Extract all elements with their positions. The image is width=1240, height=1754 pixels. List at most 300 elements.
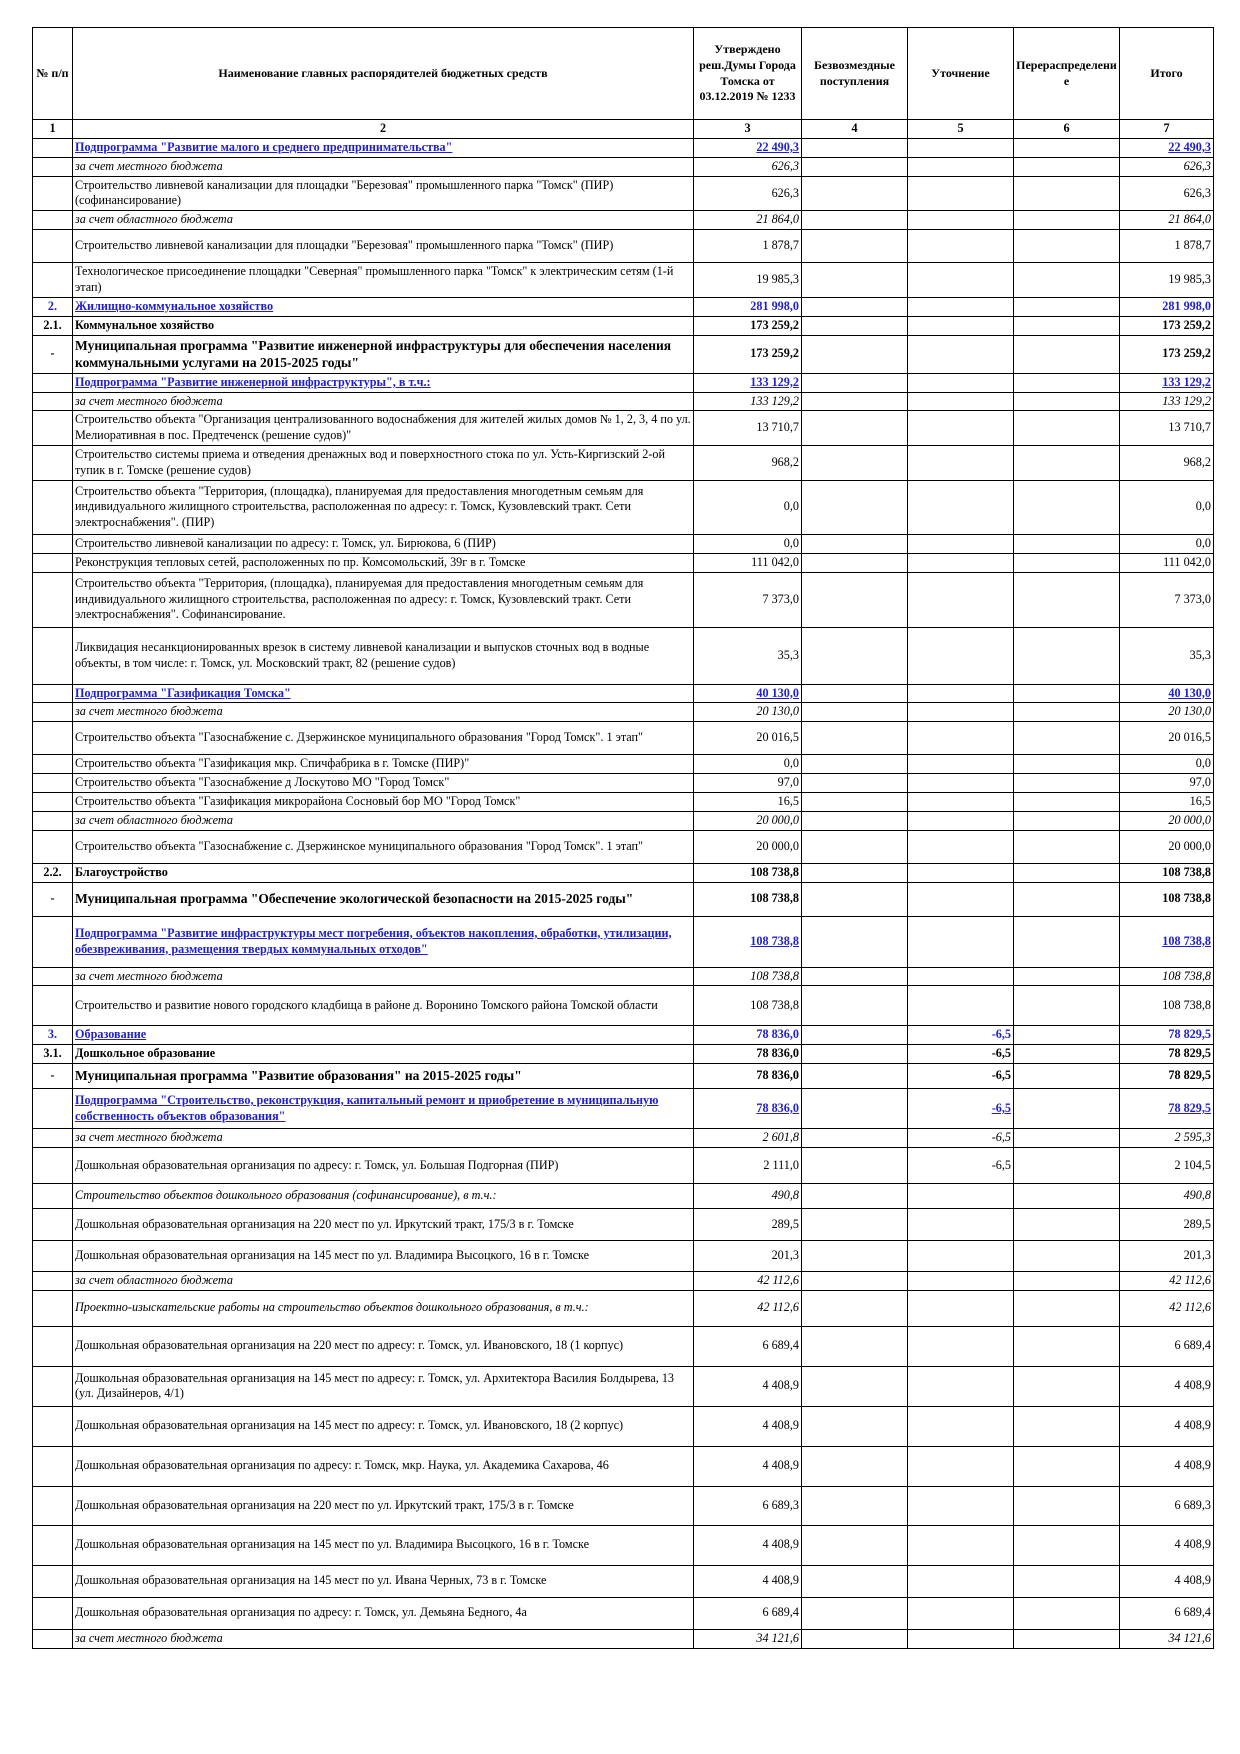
row-total: 626,3 — [1120, 157, 1214, 176]
row-adjustment — [908, 411, 1014, 446]
table-row — [33, 1525, 1214, 1565]
row-grants — [802, 1045, 908, 1064]
row-total: 21 864,0 — [1120, 211, 1214, 230]
row-adjustment — [908, 1406, 1014, 1446]
header-name: Наименование главных распорядителей бюджетных средств — [73, 28, 694, 120]
row-approved: 0,0 — [694, 755, 802, 774]
row-adjustment — [908, 755, 1014, 774]
row-name: Строительство объекта "Газоснабжение д Лоскутово МО "Город Томск" — [73, 774, 694, 793]
row-adjustment — [908, 1290, 1014, 1326]
row-name: Подпрограмма "Развитие малого и среднего предпринимательства" — [73, 138, 694, 157]
row-number — [33, 703, 73, 722]
row-approved: 20 016,5 — [694, 722, 802, 755]
row-approved: 6 689,3 — [694, 1486, 802, 1525]
table-row — [33, 534, 1214, 553]
row-approved: 6 689,4 — [694, 1597, 802, 1629]
row-grants — [802, 534, 908, 553]
row-name: Дошкольная образовательная организация на 220 мест по адресу: г. Томск, ул. Ивановского, 18 (1 корпус) — [73, 1326, 694, 1366]
row-total: 490,8 — [1120, 1184, 1214, 1209]
header-total: Итого — [1120, 28, 1214, 120]
row-approved: 133 129,2 — [694, 373, 802, 392]
row-grants — [802, 297, 908, 316]
row-redistribution — [1014, 1326, 1120, 1366]
table-row — [33, 882, 1214, 916]
row-grants — [802, 703, 908, 722]
row-name: Строительство объекта "Газификация микрорайона Сосновый бор МО "Город Томск" — [73, 793, 694, 812]
row-number — [33, 1129, 73, 1148]
row-adjustment — [908, 480, 1014, 534]
row-name: Дошкольная образовательная организация на 220 мест по ул. Иркутский тракт, 175/3 в г. Томске — [73, 1209, 694, 1241]
row-approved: 289,5 — [694, 1209, 802, 1241]
row-number — [33, 986, 73, 1026]
row-adjustment — [908, 263, 1014, 298]
row-name: Дошкольная образовательная организация на 220 мест по ул. Иркутский тракт, 175/3 в г. Томске — [73, 1486, 694, 1525]
row-name: за счет местного бюджета — [73, 157, 694, 176]
row-grants — [802, 316, 908, 335]
row-approved: 4 408,9 — [694, 1406, 802, 1446]
row-adjustment — [908, 1272, 1014, 1291]
row-redistribution — [1014, 1026, 1120, 1045]
row-grants — [802, 1089, 908, 1129]
row-total: 108 738,8 — [1120, 863, 1214, 882]
table-row — [33, 316, 1214, 335]
row-number — [33, 572, 73, 627]
row-redistribution — [1014, 157, 1120, 176]
row-redistribution — [1014, 1366, 1120, 1406]
row-adjustment: -6,5 — [908, 1129, 1014, 1148]
row-redistribution — [1014, 703, 1120, 722]
row-name: Строительство и развитие нового городского кладбища в районе д. Воронино Томского района Томской области — [73, 986, 694, 1026]
row-grants — [802, 1290, 908, 1326]
row-name: Строительство объекта "Территория, (площадка), планируемая для предоставления многодетным семьям для индивидуального жилищного строительства, расположенная по адресу: г. Томск, Кузовлевский тракт. Сети электроснабжения". (ПИР) — [73, 480, 694, 534]
table-row — [33, 684, 1214, 703]
row-name: Подпрограмма "Строительство, реконструкция, капитальный ремонт и приобретение в муниципальную собственность объектов образования" — [73, 1089, 694, 1129]
row-redistribution — [1014, 684, 1120, 703]
row-approved: 0,0 — [694, 480, 802, 534]
row-grants — [802, 572, 908, 627]
row-adjustment — [908, 553, 1014, 572]
row-redistribution — [1014, 722, 1120, 755]
row-approved: 4 408,9 — [694, 1366, 802, 1406]
header-row — [33, 28, 1214, 120]
row-grants — [802, 1446, 908, 1486]
row-adjustment: -6,5 — [908, 1148, 1014, 1184]
row-adjustment — [908, 373, 1014, 392]
row-redistribution — [1014, 263, 1120, 298]
row-redistribution — [1014, 553, 1120, 572]
row-number — [33, 1629, 73, 1648]
row-redistribution — [1014, 1525, 1120, 1565]
table-row — [33, 392, 1214, 411]
row-total: 133 129,2 — [1120, 392, 1214, 411]
table-row — [33, 986, 1214, 1026]
row-grants — [802, 157, 908, 176]
row-adjustment — [908, 211, 1014, 230]
row-approved: 7 373,0 — [694, 572, 802, 627]
row-total: 626,3 — [1120, 176, 1214, 211]
row-approved: 108 738,8 — [694, 986, 802, 1026]
row-grants — [802, 230, 908, 263]
row-redistribution — [1014, 138, 1120, 157]
row-name: Строительство объекта "Газификация мкр. Спичфабрика в г. Томске (ПИР)" — [73, 755, 694, 774]
row-total: 173 259,2 — [1120, 316, 1214, 335]
row-total: 13 710,7 — [1120, 411, 1214, 446]
row-adjustment — [908, 157, 1014, 176]
row-number — [33, 1326, 73, 1366]
row-approved: 281 998,0 — [694, 297, 802, 316]
row-total: 78 829,5 — [1120, 1089, 1214, 1129]
row-redistribution — [1014, 1241, 1120, 1272]
row-total: 78 829,5 — [1120, 1026, 1214, 1045]
row-approved: 21 864,0 — [694, 211, 802, 230]
row-approved: 78 836,0 — [694, 1064, 802, 1089]
header-number: № п/п — [33, 28, 73, 120]
row-number — [33, 230, 73, 263]
row-approved: 108 738,8 — [694, 882, 802, 916]
table-row — [33, 916, 1214, 967]
row-grants — [802, 755, 908, 774]
row-number — [33, 755, 73, 774]
row-total: 281 998,0 — [1120, 297, 1214, 316]
row-name: Подпрограмма "Развитие инженерной инфраструктуры", в т.ч.: — [73, 373, 694, 392]
row-total: 111 042,0 — [1120, 553, 1214, 572]
row-number — [33, 830, 73, 863]
row-adjustment — [908, 1184, 1014, 1209]
table-row — [33, 572, 1214, 627]
row-number — [33, 916, 73, 967]
row-redistribution — [1014, 411, 1120, 446]
row-total: 2 595,3 — [1120, 1129, 1214, 1148]
row-number: 2. — [33, 297, 73, 316]
row-total: 20 130,0 — [1120, 703, 1214, 722]
row-number — [33, 1290, 73, 1326]
row-total: 289,5 — [1120, 1209, 1214, 1241]
row-approved: 4 408,9 — [694, 1446, 802, 1486]
column-index-3: 3 — [694, 120, 802, 139]
row-total: 97,0 — [1120, 774, 1214, 793]
column-index-row — [33, 120, 1214, 139]
row-redistribution — [1014, 1045, 1120, 1064]
row-approved: 1 878,7 — [694, 230, 802, 263]
table-row — [33, 1565, 1214, 1597]
row-number — [33, 774, 73, 793]
row-name: Строительство объекта "Газоснабжение с. Дзержинское муниципального образования "Город Томск". 1 этап" — [73, 830, 694, 863]
row-approved: 78 836,0 — [694, 1045, 802, 1064]
column-index-7: 7 — [1120, 120, 1214, 139]
row-grants — [802, 811, 908, 830]
row-number — [33, 1272, 73, 1291]
row-grants — [802, 830, 908, 863]
table-row — [33, 211, 1214, 230]
row-adjustment — [908, 392, 1014, 411]
row-grants — [802, 553, 908, 572]
row-redistribution — [1014, 793, 1120, 812]
row-total: 4 408,9 — [1120, 1565, 1214, 1597]
row-approved: 42 112,6 — [694, 1290, 802, 1326]
row-redistribution — [1014, 176, 1120, 211]
row-adjustment — [908, 863, 1014, 882]
row-adjustment — [908, 627, 1014, 684]
row-grants — [802, 916, 908, 967]
row-name: за счет местного бюджета — [73, 1629, 694, 1648]
row-grants — [802, 480, 908, 534]
row-number — [33, 627, 73, 684]
table-row — [33, 1241, 1214, 1272]
row-redistribution — [1014, 863, 1120, 882]
row-total: 968,2 — [1120, 446, 1214, 481]
row-grants — [802, 793, 908, 812]
row-redistribution — [1014, 373, 1120, 392]
row-redistribution — [1014, 830, 1120, 863]
row-grants — [802, 176, 908, 211]
row-adjustment — [908, 811, 1014, 830]
row-approved: 34 121,6 — [694, 1629, 802, 1648]
row-grants — [802, 1597, 908, 1629]
row-name: Строительство объектов дошкольного образования (софинансирование), в т.ч.: — [73, 1184, 694, 1209]
row-name: Ликвидация несанкционированных врезок в систему ливневой канализации и выпусков сточных вод в водные объекты, в том числе: г. Томск, ул. Московский тракт, 82 (решение судов) — [73, 627, 694, 684]
row-redistribution — [1014, 446, 1120, 481]
row-adjustment — [908, 1241, 1014, 1272]
row-adjustment — [908, 793, 1014, 812]
row-name: Дошкольная образовательная организация по адресу: г. Томск, мкр. Наука, ул. Академика Сахарова, 46 — [73, 1446, 694, 1486]
row-number: 2.2. — [33, 863, 73, 882]
row-redistribution — [1014, 316, 1120, 335]
table-row — [33, 138, 1214, 157]
row-adjustment — [908, 722, 1014, 755]
row-grants — [802, 986, 908, 1026]
row-approved: 4 408,9 — [694, 1565, 802, 1597]
row-name: Благоустройство — [73, 863, 694, 882]
row-number — [33, 392, 73, 411]
row-name: за счет областного бюджета — [73, 811, 694, 830]
row-grants — [802, 1565, 908, 1597]
row-grants — [802, 1326, 908, 1366]
row-grants — [802, 1064, 908, 1089]
row-adjustment — [908, 1597, 1014, 1629]
row-redistribution — [1014, 335, 1120, 373]
row-approved: 108 738,8 — [694, 916, 802, 967]
row-redistribution — [1014, 230, 1120, 263]
row-redistribution — [1014, 1272, 1120, 1291]
row-name: Строительство объекта "Территория, (площадка), планируемая для предоставления многодетным семьям для индивидуального жилищного строительства, расположенная по адресу: г. Томск, Кузовлевский тракт. Сети электроснабжения". Софинансирование. — [73, 572, 694, 627]
table-row — [33, 335, 1214, 373]
row-grants — [802, 263, 908, 298]
row-grants — [802, 627, 908, 684]
table-row — [33, 373, 1214, 392]
column-index-6: 6 — [1014, 120, 1120, 139]
header-redistribution: Перераспределение — [1014, 28, 1120, 120]
row-redistribution — [1014, 1129, 1120, 1148]
row-adjustment — [908, 967, 1014, 986]
row-approved: 16,5 — [694, 793, 802, 812]
row-name: за счет местного бюджета — [73, 1129, 694, 1148]
row-approved: 201,3 — [694, 1241, 802, 1272]
row-total: 20 016,5 — [1120, 722, 1214, 755]
row-number — [33, 176, 73, 211]
row-number — [33, 553, 73, 572]
row-grants — [802, 211, 908, 230]
table-body — [33, 138, 1214, 1648]
row-grants — [802, 138, 908, 157]
row-adjustment — [908, 446, 1014, 481]
row-total: 35,3 — [1120, 627, 1214, 684]
row-total: 201,3 — [1120, 1241, 1214, 1272]
row-number: - — [33, 335, 73, 373]
row-total: 108 738,8 — [1120, 986, 1214, 1026]
row-redistribution — [1014, 480, 1120, 534]
row-number — [33, 480, 73, 534]
row-total: 78 829,5 — [1120, 1045, 1214, 1064]
row-number: - — [33, 1064, 73, 1089]
row-name: Подпрограмма "Газификация Томска" — [73, 684, 694, 703]
table-row — [33, 1045, 1214, 1064]
row-name: Коммунальное хозяйство — [73, 316, 694, 335]
row-adjustment — [908, 1366, 1014, 1406]
row-redistribution — [1014, 986, 1120, 1026]
row-grants — [802, 373, 908, 392]
table-row — [33, 755, 1214, 774]
row-redistribution — [1014, 297, 1120, 316]
row-name: Дошкольная образовательная организация на 145 мест по ул. Владимира Высоцкого, 16 в г. Томске — [73, 1525, 694, 1565]
row-redistribution — [1014, 1565, 1120, 1597]
table-row — [33, 722, 1214, 755]
row-number — [33, 411, 73, 446]
row-name: Жилищно-коммунальное хозяйство — [73, 297, 694, 316]
row-approved: 108 738,8 — [694, 967, 802, 986]
row-total: 19 985,3 — [1120, 263, 1214, 298]
row-adjustment — [908, 1326, 1014, 1366]
row-total: 20 000,0 — [1120, 830, 1214, 863]
table-row — [33, 1129, 1214, 1148]
row-adjustment — [908, 316, 1014, 335]
row-name: Дошкольная образовательная организация на 145 мест по адресу: г. Томск, ул. Ивановского, 18 (2 корпус) — [73, 1406, 694, 1446]
row-adjustment — [908, 335, 1014, 373]
row-redistribution — [1014, 1209, 1120, 1241]
row-total: 16,5 — [1120, 793, 1214, 812]
row-total: 6 689,3 — [1120, 1486, 1214, 1525]
row-adjustment — [908, 774, 1014, 793]
table-row — [33, 1629, 1214, 1648]
row-redistribution — [1014, 916, 1120, 967]
table-row — [33, 411, 1214, 446]
table-row — [33, 176, 1214, 211]
row-grants — [802, 335, 908, 373]
row-total: 42 112,6 — [1120, 1272, 1214, 1291]
row-name: Дошкольная образовательная организация на 145 мест по ул. Ивана Черных, 73 в г. Томске — [73, 1565, 694, 1597]
row-approved: 133 129,2 — [694, 392, 802, 411]
row-number — [33, 1446, 73, 1486]
table-row — [33, 1597, 1214, 1629]
row-name: Дошкольная образовательная организация по адресу: г. Томск, ул. Большая Подгорная (ПИР) — [73, 1148, 694, 1184]
row-total: 20 000,0 — [1120, 811, 1214, 830]
row-number: 2.1. — [33, 316, 73, 335]
row-total: 173 259,2 — [1120, 335, 1214, 373]
row-number — [33, 1525, 73, 1565]
row-redistribution — [1014, 882, 1120, 916]
row-grants — [802, 1184, 908, 1209]
row-redistribution — [1014, 1184, 1120, 1209]
row-name: Дошкольная образовательная организация на 145 мест по адресу: г. Томск, ул. Архитектора Василия Болдырева, 13 (ул. Дизайнеров, 4/1) — [73, 1366, 694, 1406]
row-adjustment — [908, 1525, 1014, 1565]
row-redistribution — [1014, 211, 1120, 230]
row-number — [33, 1184, 73, 1209]
row-approved: 2 601,8 — [694, 1129, 802, 1148]
row-number — [33, 793, 73, 812]
row-total: 108 738,8 — [1120, 882, 1214, 916]
row-grants — [802, 1525, 908, 1565]
row-grants — [802, 1366, 908, 1406]
row-name: Дошкольное образование — [73, 1045, 694, 1064]
row-name: за счет местного бюджета — [73, 392, 694, 411]
row-approved: 78 836,0 — [694, 1026, 802, 1045]
row-approved: 19 985,3 — [694, 263, 802, 298]
column-index-1: 1 — [33, 120, 73, 139]
row-name: Муниципальная программа "Обеспечение экологической безопасности на 2015-2025 годы" — [73, 882, 694, 916]
table-row — [33, 1209, 1214, 1241]
row-number — [33, 1406, 73, 1446]
row-adjustment — [908, 986, 1014, 1026]
row-grants — [802, 967, 908, 986]
table-row — [33, 1089, 1214, 1129]
row-adjustment: -6,5 — [908, 1089, 1014, 1129]
row-grants — [802, 1026, 908, 1045]
row-redistribution — [1014, 811, 1120, 830]
row-grants — [802, 411, 908, 446]
row-adjustment: -6,5 — [908, 1026, 1014, 1045]
row-grants — [802, 1629, 908, 1648]
row-total: 0,0 — [1120, 534, 1214, 553]
table-row — [33, 1326, 1214, 1366]
row-number — [33, 722, 73, 755]
row-adjustment: -6,5 — [908, 1045, 1014, 1064]
row-name: Муниципальная программа "Развитие образования" на 2015-2025 годы" — [73, 1064, 694, 1089]
row-grants — [802, 722, 908, 755]
row-redistribution — [1014, 967, 1120, 986]
row-redistribution — [1014, 627, 1120, 684]
row-adjustment — [908, 916, 1014, 967]
column-index-4: 4 — [802, 120, 908, 139]
row-grants — [802, 1486, 908, 1525]
row-adjustment — [908, 572, 1014, 627]
row-total: 6 689,4 — [1120, 1326, 1214, 1366]
row-total: 4 408,9 — [1120, 1446, 1214, 1486]
row-approved: 626,3 — [694, 176, 802, 211]
row-adjustment — [908, 230, 1014, 263]
table-row — [33, 967, 1214, 986]
row-number: 3. — [33, 1026, 73, 1045]
row-name: за счет областного бюджета — [73, 1272, 694, 1291]
row-redistribution — [1014, 392, 1120, 411]
row-number — [33, 967, 73, 986]
row-grants — [802, 684, 908, 703]
row-name: Строительство системы приема и отведения дренажных вод и поверхностного стока по ул. Усть-Киргизский 2-ой тупик в г. Томске (решение судов) — [73, 446, 694, 481]
row-approved: 78 836,0 — [694, 1089, 802, 1129]
header-approved: Утверждено реш.Думы Города Томска от 03.12.2019 № 1233 — [694, 28, 802, 120]
row-adjustment — [908, 534, 1014, 553]
row-total: 78 829,5 — [1120, 1064, 1214, 1089]
row-redistribution — [1014, 1597, 1120, 1629]
row-total: 6 689,4 — [1120, 1597, 1214, 1629]
row-adjustment — [908, 703, 1014, 722]
row-redistribution — [1014, 1629, 1120, 1648]
row-approved: 108 738,8 — [694, 863, 802, 882]
row-redistribution — [1014, 1290, 1120, 1326]
row-name: за счет местного бюджета — [73, 703, 694, 722]
row-name: Строительство ливневой канализации для площадки "Березовая" промышленного парка "Томск" (ПИР) (софинансирование) — [73, 176, 694, 211]
row-approved: 97,0 — [694, 774, 802, 793]
row-number — [33, 1366, 73, 1406]
table-row — [33, 1406, 1214, 1446]
